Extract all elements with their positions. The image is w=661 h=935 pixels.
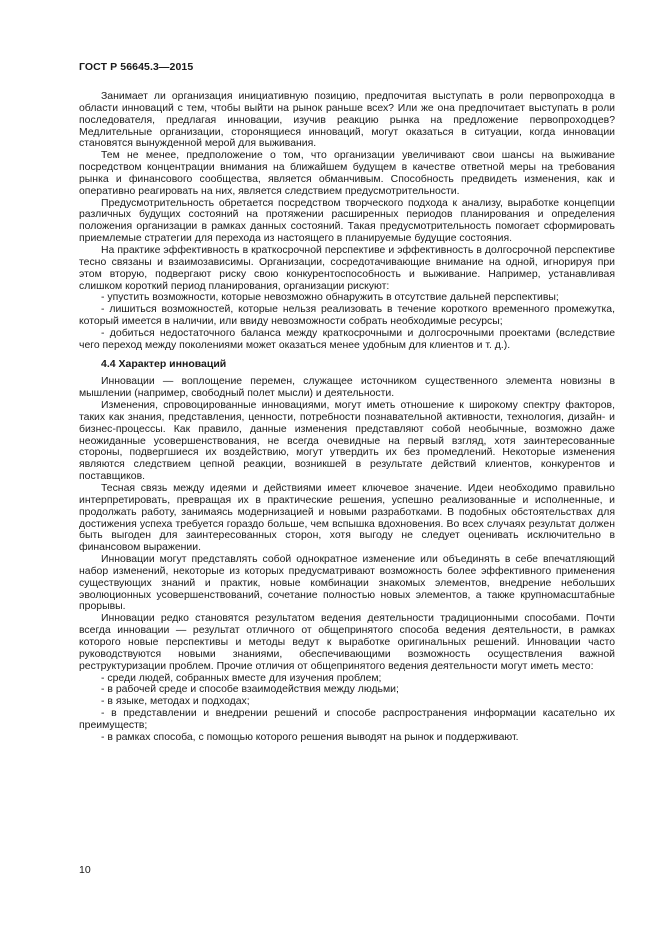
paragraph-leadership-question: Занимает ли организация инициативную позицию, предпочитая выступать в роли первопроходца в области инноваций с тем, чтобы выйти на рынок раньше всех? Или же она предпочитает выступать в роли последователя, предлагая инновации, изучив реакцию рынка на предложение первопроходцев? Медлительные организации, сторонящиеся инноваций, могут оказаться в ситуации, когда инновации становятся вынужденной мерой для выживания. [79,91,615,150]
risk-list-item: - упустить возможности, которые невозможно обнаружить в отсутствие дальней перспективы; [101,292,559,304]
page-number: 10 [79,864,91,876]
paragraph-innovation-forms: Инновации могут представлять собой однократное изменение или объединять в себе впечатляющий набор изменений, некоторые из которых предусматривают возможность более эффективного применения существующих знаний и практик, новые комбинации знакомых элементов, внедрение небольших эволюционных усовершенствований, сочетание полностью новых элементов, а также крупномасштабные прорывы. [79,554,615,613]
paragraph-foresight-assumption: Тем не менее, предположение о том, что организации увеличивают свои шансы на выживание посредством концентрации внимания на ближайшем будущем в качестве ответной меры на требования рынка и финансового сообщества, является обманчивым. Способность предвидеть изменения, как и оперативно реагировать на них, является следствием предусмотрительности. [79,150,615,197]
document-code-header: ГОСТ Р 56645.3—2015 [79,61,194,73]
paragraph-innovation-changes: Изменения, спровоцированные инновациями, могут иметь отношение к широкому спектру факторов, таких как знания, представления, ценности, потребности познавательной активности, технология, дизайн- и бизнес-процессы. Как правило, данные изменения представляют собой необычные, возможно даже неожиданные усовершенствования, не всегда очевидные на первый взгляд, хотя заинтересованные стороны, подвергшиеся их воздействию, могут утвердить их без промедлений. Некоторые изменения являются следствием цепной реакции, возникшей в результате действий клиентов, конкурентов и поставщиков. [79,400,615,483]
document-body [79,91,615,744]
difference-list-item: - среди людей, собранных вместе для изучения проблем; [101,672,382,684]
difference-list-item: - в языке, методах и подходах; [101,696,250,708]
paragraph-nontraditional-ways: Инновации редко становятся результатом ведения деятельности традиционными способами. Почти всегда инновации — результат отличного от общепринятого способа ведения деятельности, в рамках которого новые перспективы и методы ведут к выработке оригинальных решений. Инновации часто руководствуются новыми знаниями, обеспечивающими возможность осуществления важной реструктуризации проблем. Прочие отличия от общепринятого ведения деятельности могут иметь место: [79,613,615,672]
paragraph-short-long-term: На практике эффективность в краткосрочной перспективе и эффективность в долгосрочной перспективе тесно связаны и взаимозависимы. Организации, сосредотачивающие внимание на одной, игнорируя при этом вторую, подвергают риску свою конкурентоспособность и выживание. Например, устанавливая слишком короткий период планирования, организации рискуют: [79,244,615,292]
risk-list-item: - лишиться возможностей, которые нельзя реализовать в течение короткого временного промежутка, который имеется в наличии, или ввиду невозможности собрать необходимые ресурсы; [79,304,615,328]
difference-list-item: - в рабочей среде и способе взаимодействия между людьми; [101,684,399,696]
risk-list-item: - добиться недостаточного баланса между краткосрочными и долгосрочными проектами (вследствие чего переход между поколениями может оказаться менее удобным для клиентов и т. д.). [79,327,615,351]
section-heading: 4.4 Характер инноваций [101,357,227,370]
paragraph-innovation-definition: Инновации — воплощение перемен, служащее источником существенного элемента новизны в мышлении (например, свободный полет мысли) и деятельности. [79,376,615,400]
paragraph-foresight-definition: Предусмотрительность обретается посредством творческого подхода к анализу, выработке концепции различных будущих состояний на протяжении расширенных периодов планирования и определения положения организации в рамках данных состояний. Такая предусмотрительность помогает сформировать приемлемые стратегии для перехода из настоящего в планируемые будущие состояния. [79,197,615,245]
difference-list-item: - в рамках способа, с помощью которого решения выводят на рынок и поддерживают. [101,731,519,743]
paragraph-ideas-actions: Тесная связь между идеями и действиями имеет ключевое значение. Идеи необходимо правильно интерпретировать, превращая их в практические решения, успешно реализованные и исполненные, и продолжать работу, занимаясь модернизацией и новыми разработками. В подобных обстоятельствах для достижения успеха требуется гораздо больше, чем вспышка вдохновения. Во всех случаях результат должен быть выгоден для заинтересованных сторон, хотя выгоду не следует оценивать исключительно в финансовом выражении. [79,483,615,554]
difference-list-item: - в представлении и внедрении решений и способе распространения информации касательно их преимуществ; [79,708,615,731]
